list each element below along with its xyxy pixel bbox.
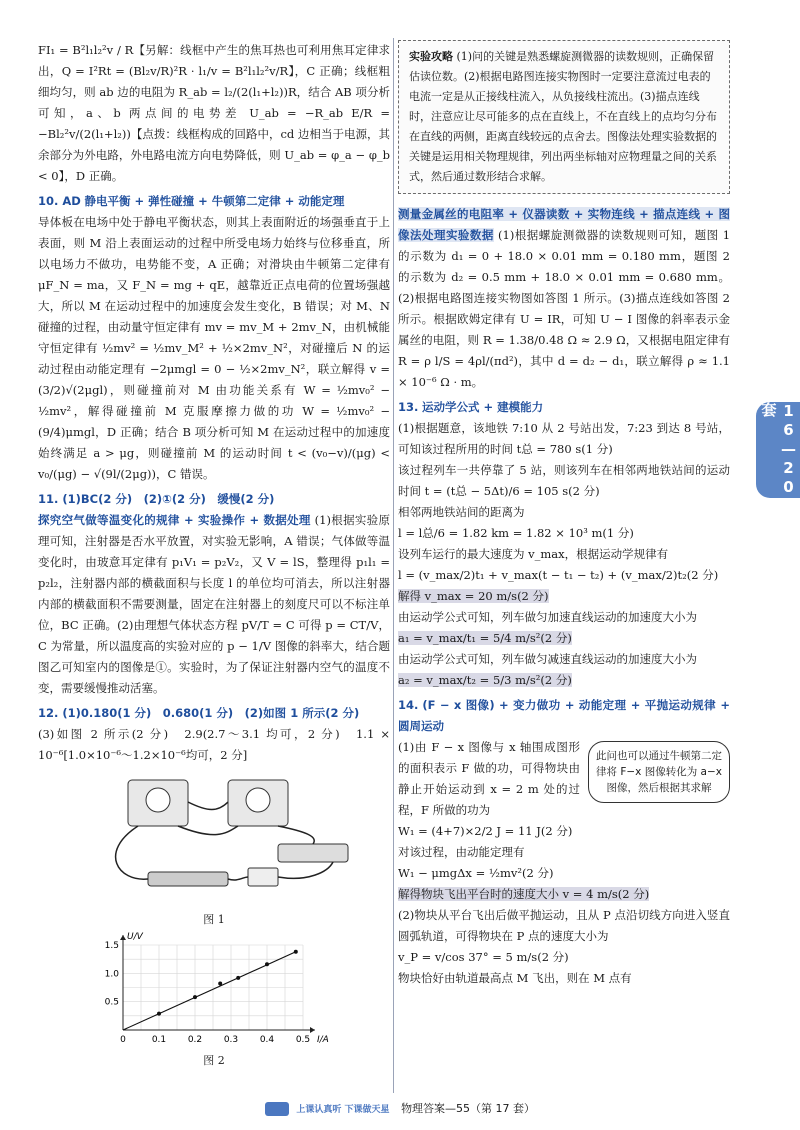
q14-line: W₁ − μmgΔx = ½mv²(2 分) xyxy=(398,866,554,880)
data-point xyxy=(193,995,197,999)
q11-answer-text: 11. (1)BC(2 分) (2)①(2 分) 缓慢(2 分) xyxy=(38,492,275,506)
q13-line: (1)根据题意，该地铁 7:10 从 2 号站出发，7:23 到达 8 号站，可知该过程所用的时间 t总 = 780 s(1 分) xyxy=(398,421,730,456)
q14-tags: (F − x 图像) + 变力做功 + 动能定理 + 平抛运动规律 + 圆周运动 xyxy=(398,698,731,733)
q14-number: 14. xyxy=(398,698,419,712)
y-axis-label: U/V xyxy=(127,932,143,942)
q13-vmax-result: 解得 v_max = 20 m/s(2 分) xyxy=(398,589,549,603)
q13-tags: 运动学公式 + 建模能力 xyxy=(422,400,544,414)
strategy-box xyxy=(398,40,730,194)
rheostat-icon xyxy=(278,844,348,862)
column-divider xyxy=(393,38,394,1093)
page-number: 物理答案—55（第 17 套） xyxy=(401,1102,536,1115)
switch-icon xyxy=(248,868,278,886)
x-tick-label: 0.3 xyxy=(223,1035,239,1045)
data-point xyxy=(157,1012,161,1016)
x-axis-arrow-icon xyxy=(310,1027,315,1033)
x-tick-label: 0.5 xyxy=(295,1035,311,1045)
section-tab: 16—20套 xyxy=(756,402,800,498)
fig2-caption: 图 2 xyxy=(203,1054,225,1067)
y-tick-label: 1.0 xyxy=(104,969,119,980)
q14-line: v_P = v/cos 37° = 5 m/s(2 分) xyxy=(398,950,569,964)
fit-line xyxy=(123,952,296,1030)
x-axis-label: I/A xyxy=(317,1035,329,1045)
q11-answer xyxy=(38,489,390,510)
q10-body: 导体板在电场中处于静电平衡状态，则其上表面附近的场强垂直于上表面，则 M 沿上表面运动的过程中所受电场力始终与位移垂直，所以电场力不做功，电势能不变，A 正确；对滑块由牛顿第二定律有 μF_N = ma，又 F_N = mg + qE，越靠近正点电荷的位置场强越大，所以 M 在运动过程中的加速度会发生变化，B 错误；对 M、N 碰撞的过程，由动量守恒定律有 mv = mv_M + 2mv_N，由机械能守恒定律有 ½mv² = ½mv_M² + ½×2mv_N²，对碰撞后 N 的运动过程由动能定理有 −2μmgl = 0 − ½×2mv_N²，联立解得 v = (3/2)√(2μgl)，则碰撞前对 M 由功能关系有 W = ½mv₀² − ½mv²，解得碰撞前 M 克服摩擦力做的功 W = ½mv₀² − (9/4)μmgl，D 正确；结合 B 项分析可知 M 在运动过程中的加速度始终满足 a > μg，则碰撞前 M 的运动时间 t < (v₀−v)/(μg) < v₀/(μg) − √(9l/(2μg))，C 错误。 xyxy=(38,215,390,481)
q13-line xyxy=(398,628,730,649)
q13-line: 由运动学公式可知，列车做匀加速直线运动的加速度大小为 xyxy=(398,610,697,624)
q13-line: 由运动学公式可知，列车做匀减速直线运动的加速度大小为 xyxy=(398,652,697,666)
q11-body: (1)根据实验原理可知，注射器是否水平放置，对实验无影响，A 错误；气体做等温变化时，由玻意耳定律有 p₁V₁ = p₂V₂，又 V = lS，整理得 p₁l₁ = p₂l₂，注射器内部的横截面积与长度 l 的单位均可消去，所以注射器内部的横截面积不需要测量，固定在注射器上的刻度尺可以不标注单位，BC 正确。(2)由理想气体状态方程 pV/T = C 可得 p = CT/V，C 为常量，所以温度高的实验对应的 p − 1/V 图像的斜率大，结合题图乙可知室内的图像是①。实验时，为了保证注射器内空气的温度不变，需要缓慢推动活塞。 xyxy=(38,513,390,695)
r12-body: (1)根据螺旋测微器的读数规则可知，题图 1 的示数为 d₁ = 0 + 18.0 × 0.01 mm = 0.180 mm，题图 2 的示数为 d₂ = 0.5 mm + 18.0 × 0.01 mm = 0.680 mm。(2)根据电路图连接实物图如答图 1 所示。(3)描点连线如答图 2 所示。根据欧姆定律有 U = IR，可知 U − I 图像的斜率表示金属丝的电阻，则 R = 1.38/0.48 Ω ≈ 2.9 Ω，又根据电阻定律有 R = ρ l/S = 4ρl/(πd²)，其中 d = d₂ − d₁，联立解得 ρ ≈ 1.1 × 10⁻⁶ Ω · m。 xyxy=(398,228,731,389)
q10-tags: 静电平衡 + 弹性碰撞 + 牛顿第二定律 + 动能定理 xyxy=(84,194,345,208)
data-point xyxy=(265,962,269,966)
q9-tail-paragraph: FI₁ = B²l₁l₂²v / R【另解：线框中产生的焦耳热也可利用焦耳定律求出，Q = I²Rt = (Bl₂v/R)²R · l₁/v = B²l₁l₂²v/R】，C 正确；线框粗细均匀，则 ab 边的电阻为 R_ab = l₂/(2(l₁+l₂))R，结合 AB 项分析可知，a、b 两点间的电势差 U_ab = −R_ab E/R = −Bl₂²v/(2(l₁+l₂))【点拨：线框构成的回路中，cd 边相当于电源，其余部分为外电路，外电路电流方向电势降低，则 U_ab = φ_a − φ_b < 0】，D 正确。 xyxy=(38,43,390,183)
x-tick-label: 0.2 xyxy=(187,1035,203,1045)
q14-line: (1)由 F − x 图像与 x 轴围成图形的面积表示 F 做的功，可得物块由静止开始运动到 x = 2 m 处的过程，F 所做的功为 xyxy=(398,740,580,817)
q12-answer xyxy=(38,703,390,724)
strategy-body: (1)问的关键是熟悉螺旋测微器的读数规则，正确保留估读位数。(2)根据电路图连接实物图时一定要注意流过电表的电流一定是从正接线柱流入，从负接线柱流出。(3)描点连线时，注意应让尽可能多的点在直线上，不在直线上的点均匀分布在直线的两侧，距离直线较远的点舍去。图像法处理实验数据的关键是运用相关物理规律，列出两坐标轴对应物理量之间的关系式，然后通过数形结合求解。 xyxy=(409,50,717,183)
q10-answer: 10. AD xyxy=(38,194,81,208)
q13-number: 13. xyxy=(398,400,419,414)
data-point xyxy=(218,982,222,986)
right-column xyxy=(398,40,730,989)
q13-line: l = l总/6 = 1.82 km = 1.82 × 10³ m(1 分) xyxy=(398,526,634,540)
strategy-title: 实验攻略 xyxy=(409,50,453,63)
q13-line: l = (v_max/2)t₁ + v_max(t − t₁ − t₂) + (v_max/2)t₂(2 分) xyxy=(398,568,719,582)
q13-a1-result: a₁ = v_max/t₁ = 5/4 m/s²(2 分) xyxy=(398,631,572,645)
q14-v-result: 解得物块飞出平台时的速度大小 v = 4 m/s(2 分) xyxy=(398,887,650,901)
fig1-caption: 图 1 xyxy=(203,913,225,926)
q14-line: 物块恰好由轨道最高点 M 飞出，则在 M 点有 xyxy=(398,971,632,985)
page-footer xyxy=(0,1100,800,1116)
y-axis-arrow-icon xyxy=(120,935,126,940)
q12-answer-text: 12. (1)0.180(1 分) 0.680(1 分) (2)如图 1 所示(2 分) xyxy=(38,706,360,720)
tip-callout: 此问也可以通过牛顿第二定律将 F−x 图像转化为 a−x 图像，然后根据其求解 xyxy=(588,741,730,803)
q13-line: 相邻两地铁站间的距离为 xyxy=(398,505,525,519)
q13-line: 设列车运行的最大速度为 v_max，根据运动学规律有 xyxy=(398,547,669,561)
y-tick-label: 1.5 xyxy=(104,941,119,951)
q14-line xyxy=(398,884,730,905)
q13-heading xyxy=(398,397,730,418)
q11-tags: 探究空气做等温变化的规律 + 实验操作 + 数据处理 xyxy=(38,513,311,527)
q10-block xyxy=(38,191,390,212)
data-point xyxy=(294,950,298,954)
q14-line: W₁ = (4+7)×2/2 J = 11 J(2 分) xyxy=(398,824,573,838)
x-tick-label: 0.4 xyxy=(259,1035,275,1045)
q12-answer-line2: (3)如图 2 所示(2 分) 2.9(2.7～3.1 均可，2 分) 1.1 × 10⁻⁶[1.0×10⁻⁶～1.2×10⁻⁶均可，2 分] xyxy=(38,727,390,762)
q14-line: (2)物块从平台飞出后做平抛运动，且从 P 点沿切线方向进入竖直圆弧轨道，可得物块在 P 点的速度大小为 xyxy=(398,908,730,943)
battery-icon xyxy=(148,872,228,886)
q13-line xyxy=(398,670,730,691)
q14-line: 对该过程，由动能定理有 xyxy=(398,845,525,859)
q13-a2-result: a₂ = v_max/t₂ = 5/3 m/s²(2 分) xyxy=(398,673,572,687)
q13-line xyxy=(398,586,730,607)
circuit-figure xyxy=(78,772,378,900)
publisher-logo-icon xyxy=(265,1102,289,1116)
u-i-chart xyxy=(93,930,329,1050)
r12-tags: 测量金属丝的电阻率 + 仪器读数 + 实物连线 + 描点连线 + 图像法处理实验数据 xyxy=(398,207,730,242)
q13-line: 该过程列车一共停靠了 5 站，则该列车在相邻两地铁站间的运动时间 t = (t总 − 5Δt)/6 = 105 s(2 分) xyxy=(398,463,730,498)
left-column xyxy=(38,40,390,1071)
data-point xyxy=(236,976,240,980)
q11-paragraph xyxy=(38,510,390,699)
publisher-brand: 上课认真听 下课做天星 xyxy=(296,1105,390,1115)
x-tick-label: 0.1 xyxy=(151,1035,167,1045)
y-tick-label: 0.5 xyxy=(104,997,119,1008)
r12-paragraph xyxy=(398,204,730,393)
x-tick-label: 0 xyxy=(120,1035,126,1045)
q14-heading xyxy=(398,695,730,737)
